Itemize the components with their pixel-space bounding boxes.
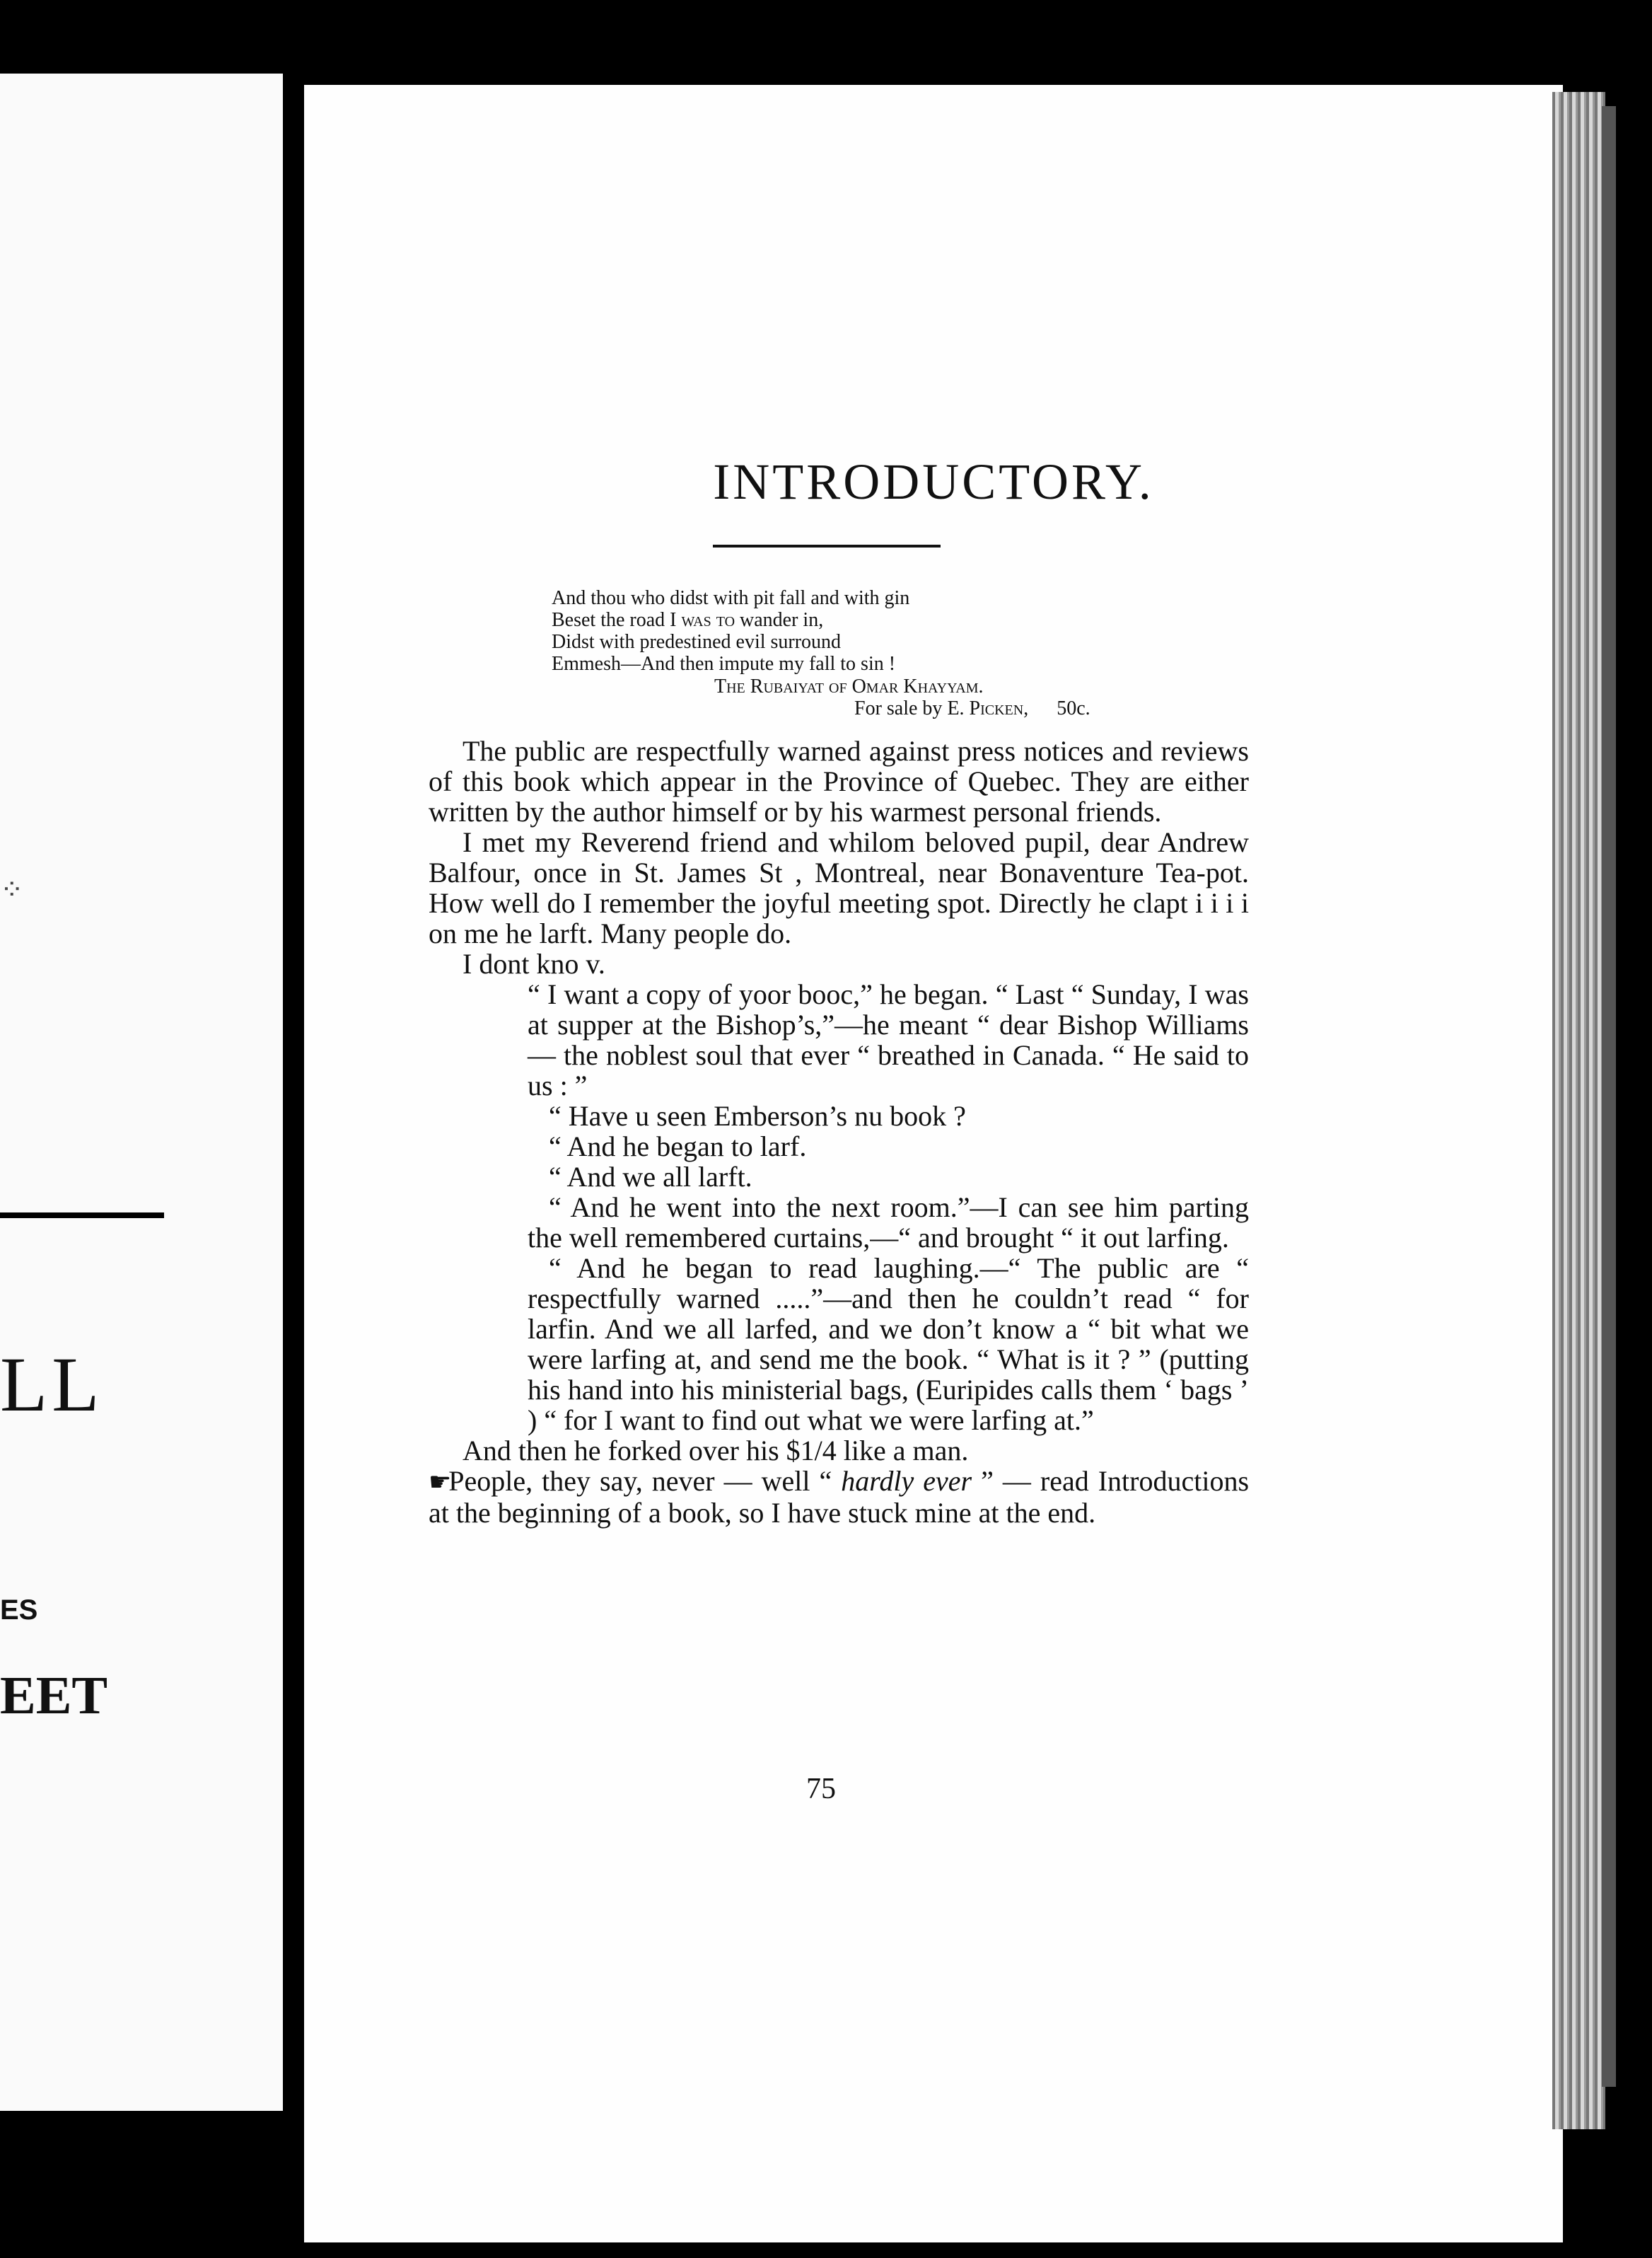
facing-page-rule: [0, 1212, 164, 1218]
pointing-hand-icon: ☛: [429, 1468, 449, 1496]
sale-notice: For sale by E. Picken, 50c.: [854, 697, 1090, 719]
facing-page-fragment-eet: EET: [0, 1666, 108, 1725]
epigraph-attribution: The Rubaiyat of Omar Khayyam.: [714, 676, 984, 697]
quote-5: “ And he went into the next room.”—I can see him parting the well remembered curtains,—“ and brought “ it out larfing.: [528, 1191, 1249, 1254]
paragraph-2: I met my Reverend friend and whilom beloved pupil, dear Andrew Balfour, once in St. James St , Montreal, near Bonaventure Tea-pot. How well do I remember the joyful meeting spot. Directly he clapt i i i i on me he larft. Many people do.: [429, 826, 1249, 949]
seller-name: E. Picken,: [947, 697, 1029, 719]
epigraph-verse: [552, 587, 909, 675]
page-edges: [1552, 92, 1605, 2129]
quote-2: “ Have u seen Emberson’s nu book ?: [549, 1100, 966, 1132]
paragraph-1: The public are respectfully warned against press notices and reviews of this book which appear in the Province of Quebec. They are either written by the author himself or by his warmest personal friends.: [429, 735, 1249, 828]
body-text: [429, 736, 1249, 1528]
quoted-passage: [528, 979, 1249, 1435]
facing-page-fragment-es: ES: [0, 1594, 38, 1626]
book-spine-shadow: [1602, 106, 1616, 2087]
price: 50c.: [1057, 697, 1090, 719]
verse-line-1: And thou who didst with pit fall and with gin: [552, 587, 910, 609]
page-number: 75: [806, 1773, 836, 1805]
verse-line-3: Didst with predestined evil surround: [552, 631, 842, 653]
paragraph-3: I dont kno v.: [463, 948, 605, 980]
page-title: INTRODUCTORY.: [713, 453, 1154, 510]
paragraph-5: ☛People, they say, never — well “ hardly ever ” — read Introductions at the beginning of a book, so I have stuck mine at the end.: [429, 1465, 1250, 1529]
quote-6: “ And he began to read laughing.—“ The public are “ respectfully warned .....”—and then he couldn’t read “ for larfin. And we all larfed, and we don’t know a “ bit what we were larfing at, and send me the book. “ What is it ? ” (putting his hand into his ministerial bags, (Euripides calls them ‘ bags ’ ) “ for I want to find out what we were larfing at.”: [528, 1252, 1249, 1436]
facing-page-fragment-ll: LL: [0, 1341, 104, 1428]
quote-3: “ And he began to larf.: [549, 1130, 807, 1162]
ink-speck: ⁘: [0, 874, 24, 905]
facing-page: [0, 74, 283, 2111]
quote-4: “ And we all larft.: [549, 1161, 752, 1193]
title-rule: [713, 545, 941, 548]
verse-line-2: Beset the road I was to wander in,: [552, 609, 824, 631]
paragraph-4: And then he forked over his $1/4 like a man.: [463, 1435, 969, 1466]
verse-line-4: Emmesh—And then impute my fall to sin !: [552, 653, 896, 675]
quote-1: “ I want a copy of yoor booc,” he began. “ Last “ Sunday, I was at supper at the Bishop’s,”—he meant “ dear Bishop Williams— the noblest soul that ever “ breathed in Canada. “ He said to us : ”: [528, 978, 1249, 1101]
